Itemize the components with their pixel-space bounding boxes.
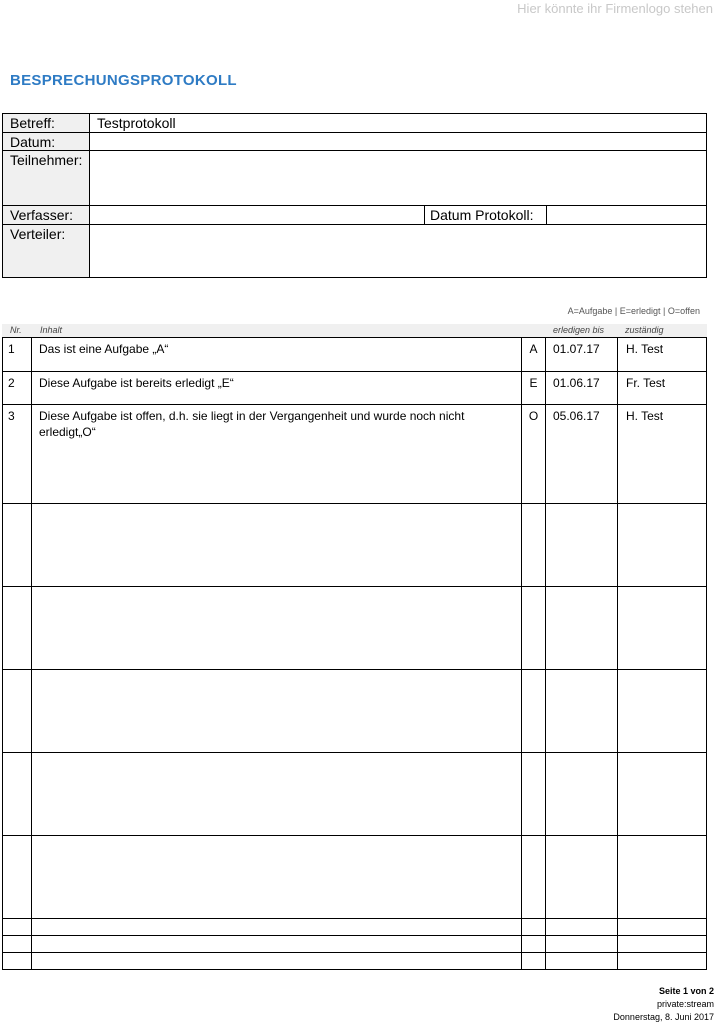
datum-protokoll-label: Datum Protokoll: [424,206,547,224]
row-type: E [522,372,546,404]
row-owner: H. Test [626,409,664,423]
table-row [3,371,706,404]
footer-author: private:stream [656,999,714,1009]
row-datum [3,133,706,151]
betreff-value[interactable]: Testprotokoll [97,115,176,131]
row-date: 05.06.17 [546,405,618,503]
document-title: BESPRECHUNGSPROTOKOLL [10,72,237,89]
row-inhalt[interactable]: Diese Aufgabe ist bereits erledigt „E“ [32,372,522,404]
table-row-empty [3,586,706,669]
table-row [3,337,706,371]
table-row [3,404,706,503]
tasks-table-header [2,324,707,337]
row-inhalt[interactable]: Diese Aufgabe ist offen, d.h. sie liegt in der Vergangenheit und wurde noch nicht erledigt„O“ [32,405,522,503]
table-row-empty [3,669,706,752]
table-row-empty [3,918,706,935]
row-nr: 2 [3,372,32,404]
row-inhalt[interactable]: Das ist eine Aufgabe „A“ [32,338,522,371]
row-date: 01.06.17 [546,372,618,404]
row-nr: 3 [3,405,32,503]
table-row-empty [3,952,706,969]
verfasser-label: Verfasser: [3,206,90,224]
row-nr: 1 [3,338,32,371]
logo-placeholder: Hier könnte ihr Firmenlogo stehen [517,1,713,16]
page-number: Seite 1 von 2 [658,986,714,996]
page-footer [613,985,714,1024]
row-verteiler [3,225,706,277]
teilnehmer-label: Teilnehmer: [3,151,90,205]
row-type: O [522,405,546,503]
verteiler-label: Verteiler: [3,225,90,277]
status-legend: A=Aufgabe | E=erledigt | O=offen [567,306,700,316]
row-owner: H. Test [626,342,664,356]
row-owner: Fr. Test [626,376,666,390]
header-zustaendig: zuständig [625,325,664,335]
datum-label: Datum: [3,133,90,150]
row-type: A [522,338,546,371]
tasks-table-body [2,337,707,970]
row-teilnehmer [3,151,706,206]
footer-date: Donnerstag, 8. Juni 2017 [613,1012,714,1022]
table-row-empty [3,935,706,952]
betreff-label: Betreff: [3,114,90,132]
row-betreff [3,114,706,133]
table-row-empty [3,835,706,918]
meeting-info-table [2,113,707,278]
header-inhalt: Inhalt [40,325,63,335]
tasks-table [2,324,707,970]
table-row-empty [3,752,706,835]
table-row-empty [3,503,706,586]
row-date: 01.07.17 [546,338,618,371]
header-nr: Nr. [10,325,22,335]
header-erledigen: erledigen bis [553,325,605,335]
row-verfasser [3,206,706,225]
